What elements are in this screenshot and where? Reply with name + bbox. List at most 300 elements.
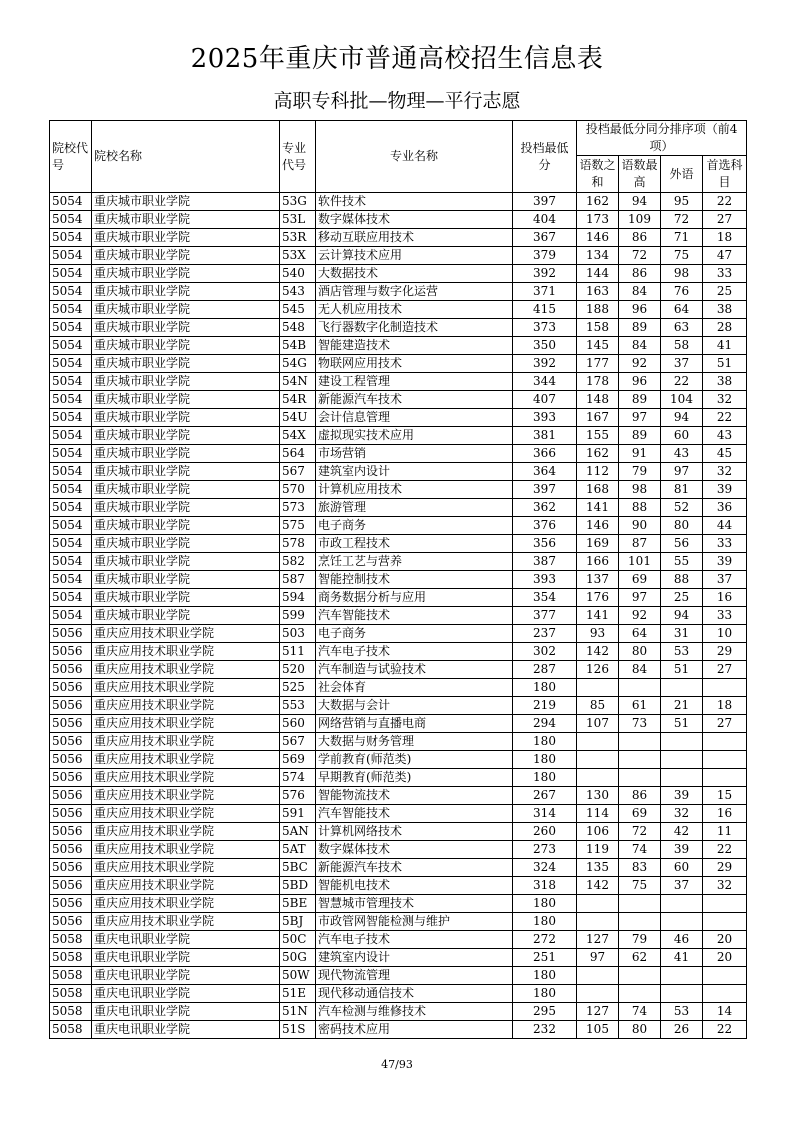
chinese-math-max-cell: 92 — [619, 355, 661, 373]
chinese-math-sum-cell: 145 — [577, 337, 619, 355]
first-subject-cell: 44 — [703, 517, 747, 535]
min-score-cell: 180 — [513, 913, 577, 931]
header-min-score: 投档最低分 — [513, 121, 577, 193]
min-score-cell: 287 — [513, 661, 577, 679]
first-subject-cell — [703, 769, 747, 787]
foreign-language-cell: 53 — [661, 643, 703, 661]
chinese-math-max-cell: 72 — [619, 247, 661, 265]
chinese-math-max-cell — [619, 769, 661, 787]
major-code-cell: 5BE — [280, 895, 316, 913]
major-name-cell: 密码技术应用 — [316, 1021, 513, 1039]
min-score-cell: 302 — [513, 643, 577, 661]
table-row — [50, 733, 747, 751]
table-row — [50, 985, 747, 1003]
chinese-math-max-cell: 97 — [619, 589, 661, 607]
table-row — [50, 535, 747, 553]
table-row — [50, 427, 747, 445]
school-code-cell: 5056 — [50, 751, 92, 769]
table-row — [50, 229, 747, 247]
first-subject-cell — [703, 985, 747, 1003]
page-subtitle: 高职专科批—物理—平行志愿 — [273, 90, 521, 112]
chinese-math-sum-cell — [577, 895, 619, 913]
major-code-cell: 50W — [280, 967, 316, 985]
school-name-cell: 重庆城市职业学院 — [92, 337, 280, 355]
chinese-math-sum-cell: 93 — [577, 625, 619, 643]
chinese-math-sum-cell — [577, 733, 619, 751]
foreign-language-cell: 75 — [661, 247, 703, 265]
school-code-cell: 5054 — [50, 571, 92, 589]
school-name-cell: 重庆城市职业学院 — [92, 553, 280, 571]
major-code-cell: 553 — [280, 697, 316, 715]
min-score-cell: 318 — [513, 877, 577, 895]
major-name-cell: 数字媒体技术 — [316, 211, 513, 229]
min-score-cell: 324 — [513, 859, 577, 877]
major-name-cell: 计算机应用技术 — [316, 481, 513, 499]
school-name-cell: 重庆应用技术职业学院 — [92, 895, 280, 913]
first-subject-cell: 39 — [703, 481, 747, 499]
school-name-cell: 重庆城市职业学院 — [92, 499, 280, 517]
chinese-math-max-cell: 69 — [619, 805, 661, 823]
table-row — [50, 409, 747, 427]
major-name-cell: 汽车智能技术 — [316, 805, 513, 823]
school-code-cell: 5056 — [50, 841, 92, 859]
school-code-cell: 5054 — [50, 319, 92, 337]
foreign-language-cell: 43 — [661, 445, 703, 463]
school-code-cell: 5054 — [50, 337, 92, 355]
table-row — [50, 643, 747, 661]
major-code-cell: 53G — [280, 193, 316, 211]
table-row — [50, 625, 747, 643]
foreign-language-cell: 37 — [661, 355, 703, 373]
major-code-cell: 560 — [280, 715, 316, 733]
school-name-cell: 重庆城市职业学院 — [92, 535, 280, 553]
school-code-cell: 5054 — [50, 355, 92, 373]
first-subject-cell — [703, 733, 747, 751]
school-code-cell: 5054 — [50, 391, 92, 409]
chinese-math-max-cell: 109 — [619, 211, 661, 229]
major-name-cell: 智能机电技术 — [316, 877, 513, 895]
foreign-language-cell: 81 — [661, 481, 703, 499]
school-code-cell: 5054 — [50, 445, 92, 463]
school-name-cell: 重庆城市职业学院 — [92, 229, 280, 247]
first-subject-cell: 22 — [703, 1021, 747, 1039]
major-name-cell: 商务数据分析与应用 — [316, 589, 513, 607]
major-name-cell: 智能建造技术 — [316, 337, 513, 355]
chinese-math-max-cell: 80 — [619, 1021, 661, 1039]
table-row — [50, 283, 747, 301]
table-row — [50, 553, 747, 571]
major-code-cell: 50G — [280, 949, 316, 967]
major-name-cell: 社会体育 — [316, 679, 513, 697]
first-subject-cell: 38 — [703, 373, 747, 391]
header-school-code: 院校代号 — [50, 121, 92, 193]
chinese-math-sum-cell: 85 — [577, 697, 619, 715]
chinese-math-sum-cell: 142 — [577, 877, 619, 895]
table-row — [50, 751, 747, 769]
major-code-cell: 570 — [280, 481, 316, 499]
foreign-language-cell: 22 — [661, 373, 703, 391]
school-code-cell: 5056 — [50, 643, 92, 661]
foreign-language-cell: 60 — [661, 859, 703, 877]
table-row — [50, 931, 747, 949]
major-name-cell: 新能源汽车技术 — [316, 391, 513, 409]
school-code-cell: 5054 — [50, 553, 92, 571]
school-name-cell: 重庆电讯职业学院 — [92, 967, 280, 985]
table-row — [50, 805, 747, 823]
school-code-cell: 5056 — [50, 697, 92, 715]
table-row — [50, 913, 747, 931]
major-code-cell: 594 — [280, 589, 316, 607]
chinese-math-max-cell: 89 — [619, 391, 661, 409]
school-name-cell: 重庆电讯职业学院 — [92, 931, 280, 949]
chinese-math-max-cell: 96 — [619, 373, 661, 391]
school-name-cell: 重庆应用技术职业学院 — [92, 913, 280, 931]
first-subject-cell — [703, 895, 747, 913]
major-code-cell: 543 — [280, 283, 316, 301]
first-subject-cell: 33 — [703, 607, 747, 625]
first-subject-cell: 32 — [703, 391, 747, 409]
major-code-cell: 525 — [280, 679, 316, 697]
major-name-cell: 旅游管理 — [316, 499, 513, 517]
min-score-cell: 404 — [513, 211, 577, 229]
min-score-cell: 362 — [513, 499, 577, 517]
foreign-language-cell: 104 — [661, 391, 703, 409]
school-code-cell: 5054 — [50, 427, 92, 445]
min-score-cell: 354 — [513, 589, 577, 607]
school-name-cell: 重庆城市职业学院 — [92, 283, 280, 301]
school-code-cell: 5056 — [50, 733, 92, 751]
school-code-cell: 5054 — [50, 283, 92, 301]
table-row — [50, 499, 747, 517]
school-name-cell: 重庆应用技术职业学院 — [92, 679, 280, 697]
chinese-math-max-cell: 86 — [619, 787, 661, 805]
chinese-math-max-cell: 90 — [619, 517, 661, 535]
chinese-math-sum-cell: 141 — [577, 607, 619, 625]
major-code-cell: 548 — [280, 319, 316, 337]
first-subject-cell: 38 — [703, 301, 747, 319]
first-subject-cell: 39 — [703, 553, 747, 571]
foreign-language-cell: 53 — [661, 1003, 703, 1021]
chinese-math-max-cell: 86 — [619, 229, 661, 247]
foreign-language-cell — [661, 679, 703, 697]
school-code-cell: 5058 — [50, 949, 92, 967]
first-subject-cell — [703, 913, 747, 931]
major-code-cell: 503 — [280, 625, 316, 643]
first-subject-cell: 22 — [703, 193, 747, 211]
chinese-math-sum-cell: 166 — [577, 553, 619, 571]
school-name-cell: 重庆应用技术职业学院 — [92, 823, 280, 841]
foreign-language-cell: 52 — [661, 499, 703, 517]
foreign-language-cell: 31 — [661, 625, 703, 643]
foreign-language-cell: 55 — [661, 553, 703, 571]
school-code-cell: 5058 — [50, 1021, 92, 1039]
chinese-math-max-cell: 101 — [619, 553, 661, 571]
school-code-cell: 5058 — [50, 985, 92, 1003]
min-score-cell: 356 — [513, 535, 577, 553]
table-row — [50, 1003, 747, 1021]
first-subject-cell: 37 — [703, 571, 747, 589]
min-score-cell: 392 — [513, 265, 577, 283]
min-score-cell: 237 — [513, 625, 577, 643]
min-score-cell: 180 — [513, 985, 577, 1003]
school-code-cell: 5056 — [50, 769, 92, 787]
chinese-math-max-cell: 72 — [619, 823, 661, 841]
school-code-cell: 5054 — [50, 409, 92, 427]
school-code-cell: 5056 — [50, 679, 92, 697]
chinese-math-max-cell — [619, 985, 661, 1003]
first-subject-cell: 45 — [703, 445, 747, 463]
first-subject-cell: 20 — [703, 931, 747, 949]
school-name-cell: 重庆电讯职业学院 — [92, 1003, 280, 1021]
major-name-cell: 早期教育(师范类) — [316, 769, 513, 787]
min-score-cell: 387 — [513, 553, 577, 571]
school-name-cell: 重庆应用技术职业学院 — [92, 877, 280, 895]
header-chinese-math-max: 语数最高 — [619, 156, 661, 193]
major-name-cell: 汽车电子技术 — [316, 643, 513, 661]
major-code-cell: 51N — [280, 1003, 316, 1021]
school-name-cell: 重庆电讯职业学院 — [92, 949, 280, 967]
chinese-math-sum-cell: 97 — [577, 949, 619, 967]
major-code-cell: 599 — [280, 607, 316, 625]
foreign-language-cell: 97 — [661, 463, 703, 481]
foreign-language-cell: 39 — [661, 787, 703, 805]
major-name-cell: 虚拟现实技术应用 — [316, 427, 513, 445]
foreign-language-cell: 42 — [661, 823, 703, 841]
chinese-math-max-cell: 84 — [619, 337, 661, 355]
table-body — [50, 193, 747, 1039]
min-score-cell: 267 — [513, 787, 577, 805]
first-subject-cell: 15 — [703, 787, 747, 805]
table-row — [50, 355, 747, 373]
min-score-cell: 350 — [513, 337, 577, 355]
foreign-language-cell — [661, 895, 703, 913]
first-subject-cell: 28 — [703, 319, 747, 337]
chinese-math-sum-cell: 135 — [577, 859, 619, 877]
school-name-cell: 重庆城市职业学院 — [92, 373, 280, 391]
table-row — [50, 859, 747, 877]
table-row — [50, 607, 747, 625]
min-score-cell: 397 — [513, 481, 577, 499]
major-name-cell: 汽车智能技术 — [316, 607, 513, 625]
foreign-language-cell: 51 — [661, 715, 703, 733]
major-name-cell: 无人机应用技术 — [316, 301, 513, 319]
table-row — [50, 787, 747, 805]
first-subject-cell: 43 — [703, 427, 747, 445]
first-subject-cell: 33 — [703, 265, 747, 283]
school-name-cell: 重庆应用技术职业学院 — [92, 751, 280, 769]
chinese-math-sum-cell — [577, 751, 619, 769]
school-code-cell: 5058 — [50, 1003, 92, 1021]
school-code-cell: 5054 — [50, 517, 92, 535]
chinese-math-max-cell: 80 — [619, 643, 661, 661]
school-name-cell: 重庆城市职业学院 — [92, 589, 280, 607]
chinese-math-max-cell: 79 — [619, 463, 661, 481]
chinese-math-max-cell: 88 — [619, 499, 661, 517]
major-code-cell: 51S — [280, 1021, 316, 1039]
chinese-math-max-cell — [619, 733, 661, 751]
school-name-cell: 重庆应用技术职业学院 — [92, 841, 280, 859]
first-subject-cell: 32 — [703, 463, 747, 481]
min-score-cell: 397 — [513, 193, 577, 211]
school-name-cell: 重庆电讯职业学院 — [92, 1021, 280, 1039]
school-name-cell: 重庆应用技术职业学院 — [92, 733, 280, 751]
major-name-cell: 飞行器数字化制造技术 — [316, 319, 513, 337]
chinese-math-max-cell: 94 — [619, 193, 661, 211]
chinese-math-sum-cell: 142 — [577, 643, 619, 661]
first-subject-cell: 33 — [703, 535, 747, 553]
chinese-math-sum-cell: 177 — [577, 355, 619, 373]
major-name-cell: 大数据与会计 — [316, 697, 513, 715]
chinese-math-max-cell — [619, 913, 661, 931]
major-code-cell: 520 — [280, 661, 316, 679]
major-name-cell: 智能控制技术 — [316, 571, 513, 589]
table-row — [50, 391, 747, 409]
chinese-math-max-cell: 61 — [619, 697, 661, 715]
chinese-math-sum-cell: 188 — [577, 301, 619, 319]
table-row — [50, 319, 747, 337]
foreign-language-cell — [661, 913, 703, 931]
major-code-cell: 5AN — [280, 823, 316, 841]
major-code-cell: 591 — [280, 805, 316, 823]
school-code-cell: 5054 — [50, 193, 92, 211]
school-code-cell: 5054 — [50, 481, 92, 499]
school-code-cell: 5054 — [50, 211, 92, 229]
table-row — [50, 877, 747, 895]
chinese-math-max-cell: 79 — [619, 931, 661, 949]
major-code-cell: 51E — [280, 985, 316, 1003]
foreign-language-cell — [661, 751, 703, 769]
major-name-cell: 建筑室内设计 — [316, 463, 513, 481]
major-code-cell: 53L — [280, 211, 316, 229]
foreign-language-cell: 63 — [661, 319, 703, 337]
major-name-cell: 学前教育(师范类) — [316, 751, 513, 769]
chinese-math-sum-cell: 148 — [577, 391, 619, 409]
foreign-language-cell — [661, 733, 703, 751]
foreign-language-cell: 21 — [661, 697, 703, 715]
chinese-math-sum-cell — [577, 967, 619, 985]
table-row — [50, 337, 747, 355]
first-subject-cell: 22 — [703, 841, 747, 859]
chinese-math-max-cell: 86 — [619, 265, 661, 283]
page-number: 47/93 — [381, 1058, 413, 1071]
header-tiebreak-group: 投档最低分同分排序项（前4项） — [577, 121, 747, 156]
min-score-cell: 366 — [513, 445, 577, 463]
table-row — [50, 265, 747, 283]
table-row — [50, 661, 747, 679]
major-name-cell: 电子商务 — [316, 517, 513, 535]
major-name-cell: 软件技术 — [316, 193, 513, 211]
foreign-language-cell — [661, 967, 703, 985]
major-code-cell: 5BJ — [280, 913, 316, 931]
school-name-cell: 重庆城市职业学院 — [92, 427, 280, 445]
min-score-cell: 219 — [513, 697, 577, 715]
major-name-cell: 大数据与财务管理 — [316, 733, 513, 751]
min-score-cell: 381 — [513, 427, 577, 445]
min-score-cell: 260 — [513, 823, 577, 841]
major-name-cell: 汽车制造与试验技术 — [316, 661, 513, 679]
major-code-cell: 573 — [280, 499, 316, 517]
major-name-cell: 电子商务 — [316, 625, 513, 643]
chinese-math-sum-cell: 163 — [577, 283, 619, 301]
header-foreign-language: 外语 — [661, 156, 703, 193]
chinese-math-max-cell: 62 — [619, 949, 661, 967]
first-subject-cell: 14 — [703, 1003, 747, 1021]
foreign-language-cell: 58 — [661, 337, 703, 355]
chinese-math-sum-cell: 173 — [577, 211, 619, 229]
table-row — [50, 841, 747, 859]
min-score-cell: 273 — [513, 841, 577, 859]
chinese-math-sum-cell: 158 — [577, 319, 619, 337]
major-name-cell: 会计信息管理 — [316, 409, 513, 427]
min-score-cell: 393 — [513, 571, 577, 589]
major-code-cell: 582 — [280, 553, 316, 571]
major-code-cell: 54X — [280, 427, 316, 445]
chinese-math-max-cell: 74 — [619, 841, 661, 859]
school-name-cell: 重庆应用技术职业学院 — [92, 787, 280, 805]
min-score-cell: 180 — [513, 679, 577, 697]
major-name-cell: 建设工程管理 — [316, 373, 513, 391]
school-name-cell: 重庆应用技术职业学院 — [92, 697, 280, 715]
chinese-math-max-cell: 89 — [619, 319, 661, 337]
chinese-math-max-cell — [619, 895, 661, 913]
chinese-math-sum-cell: 144 — [577, 265, 619, 283]
first-subject-cell: 29 — [703, 859, 747, 877]
table-row — [50, 481, 747, 499]
min-score-cell: 407 — [513, 391, 577, 409]
major-name-cell: 市政工程技术 — [316, 535, 513, 553]
chinese-math-sum-cell: 114 — [577, 805, 619, 823]
school-name-cell: 重庆城市职业学院 — [92, 571, 280, 589]
chinese-math-max-cell: 87 — [619, 535, 661, 553]
first-subject-cell: 29 — [703, 643, 747, 661]
header-major-code: 专业代号 — [280, 121, 316, 193]
foreign-language-cell: 80 — [661, 517, 703, 535]
first-subject-cell: 16 — [703, 589, 747, 607]
major-code-cell: 587 — [280, 571, 316, 589]
school-name-cell: 重庆应用技术职业学院 — [92, 625, 280, 643]
major-name-cell: 烹饪工艺与营养 — [316, 553, 513, 571]
table-row — [50, 949, 747, 967]
school-code-cell: 5056 — [50, 877, 92, 895]
min-score-cell: 314 — [513, 805, 577, 823]
foreign-language-cell: 95 — [661, 193, 703, 211]
min-score-cell: 344 — [513, 373, 577, 391]
chinese-math-sum-cell: 126 — [577, 661, 619, 679]
min-score-cell: 180 — [513, 751, 577, 769]
chinese-math-max-cell — [619, 751, 661, 769]
school-name-cell: 重庆城市职业学院 — [92, 463, 280, 481]
major-code-cell: 540 — [280, 265, 316, 283]
header-major-name: 专业名称 — [316, 121, 513, 193]
table-row — [50, 571, 747, 589]
chinese-math-max-cell: 89 — [619, 427, 661, 445]
first-subject-cell: 11 — [703, 823, 747, 841]
chinese-math-sum-cell: 130 — [577, 787, 619, 805]
major-name-cell: 大数据技术 — [316, 265, 513, 283]
school-code-cell: 5054 — [50, 373, 92, 391]
major-name-cell: 酒店管理与数字化运营 — [316, 283, 513, 301]
foreign-language-cell: 46 — [661, 931, 703, 949]
chinese-math-sum-cell: 106 — [577, 823, 619, 841]
chinese-math-sum-cell: 155 — [577, 427, 619, 445]
min-score-cell: 180 — [513, 967, 577, 985]
major-code-cell: 53R — [280, 229, 316, 247]
major-name-cell: 云计算技术应用 — [316, 247, 513, 265]
major-name-cell: 市政管网智能检测与维护 — [316, 913, 513, 931]
first-subject-cell — [703, 679, 747, 697]
chinese-math-sum-cell: 169 — [577, 535, 619, 553]
major-name-cell: 现代物流管理 — [316, 967, 513, 985]
